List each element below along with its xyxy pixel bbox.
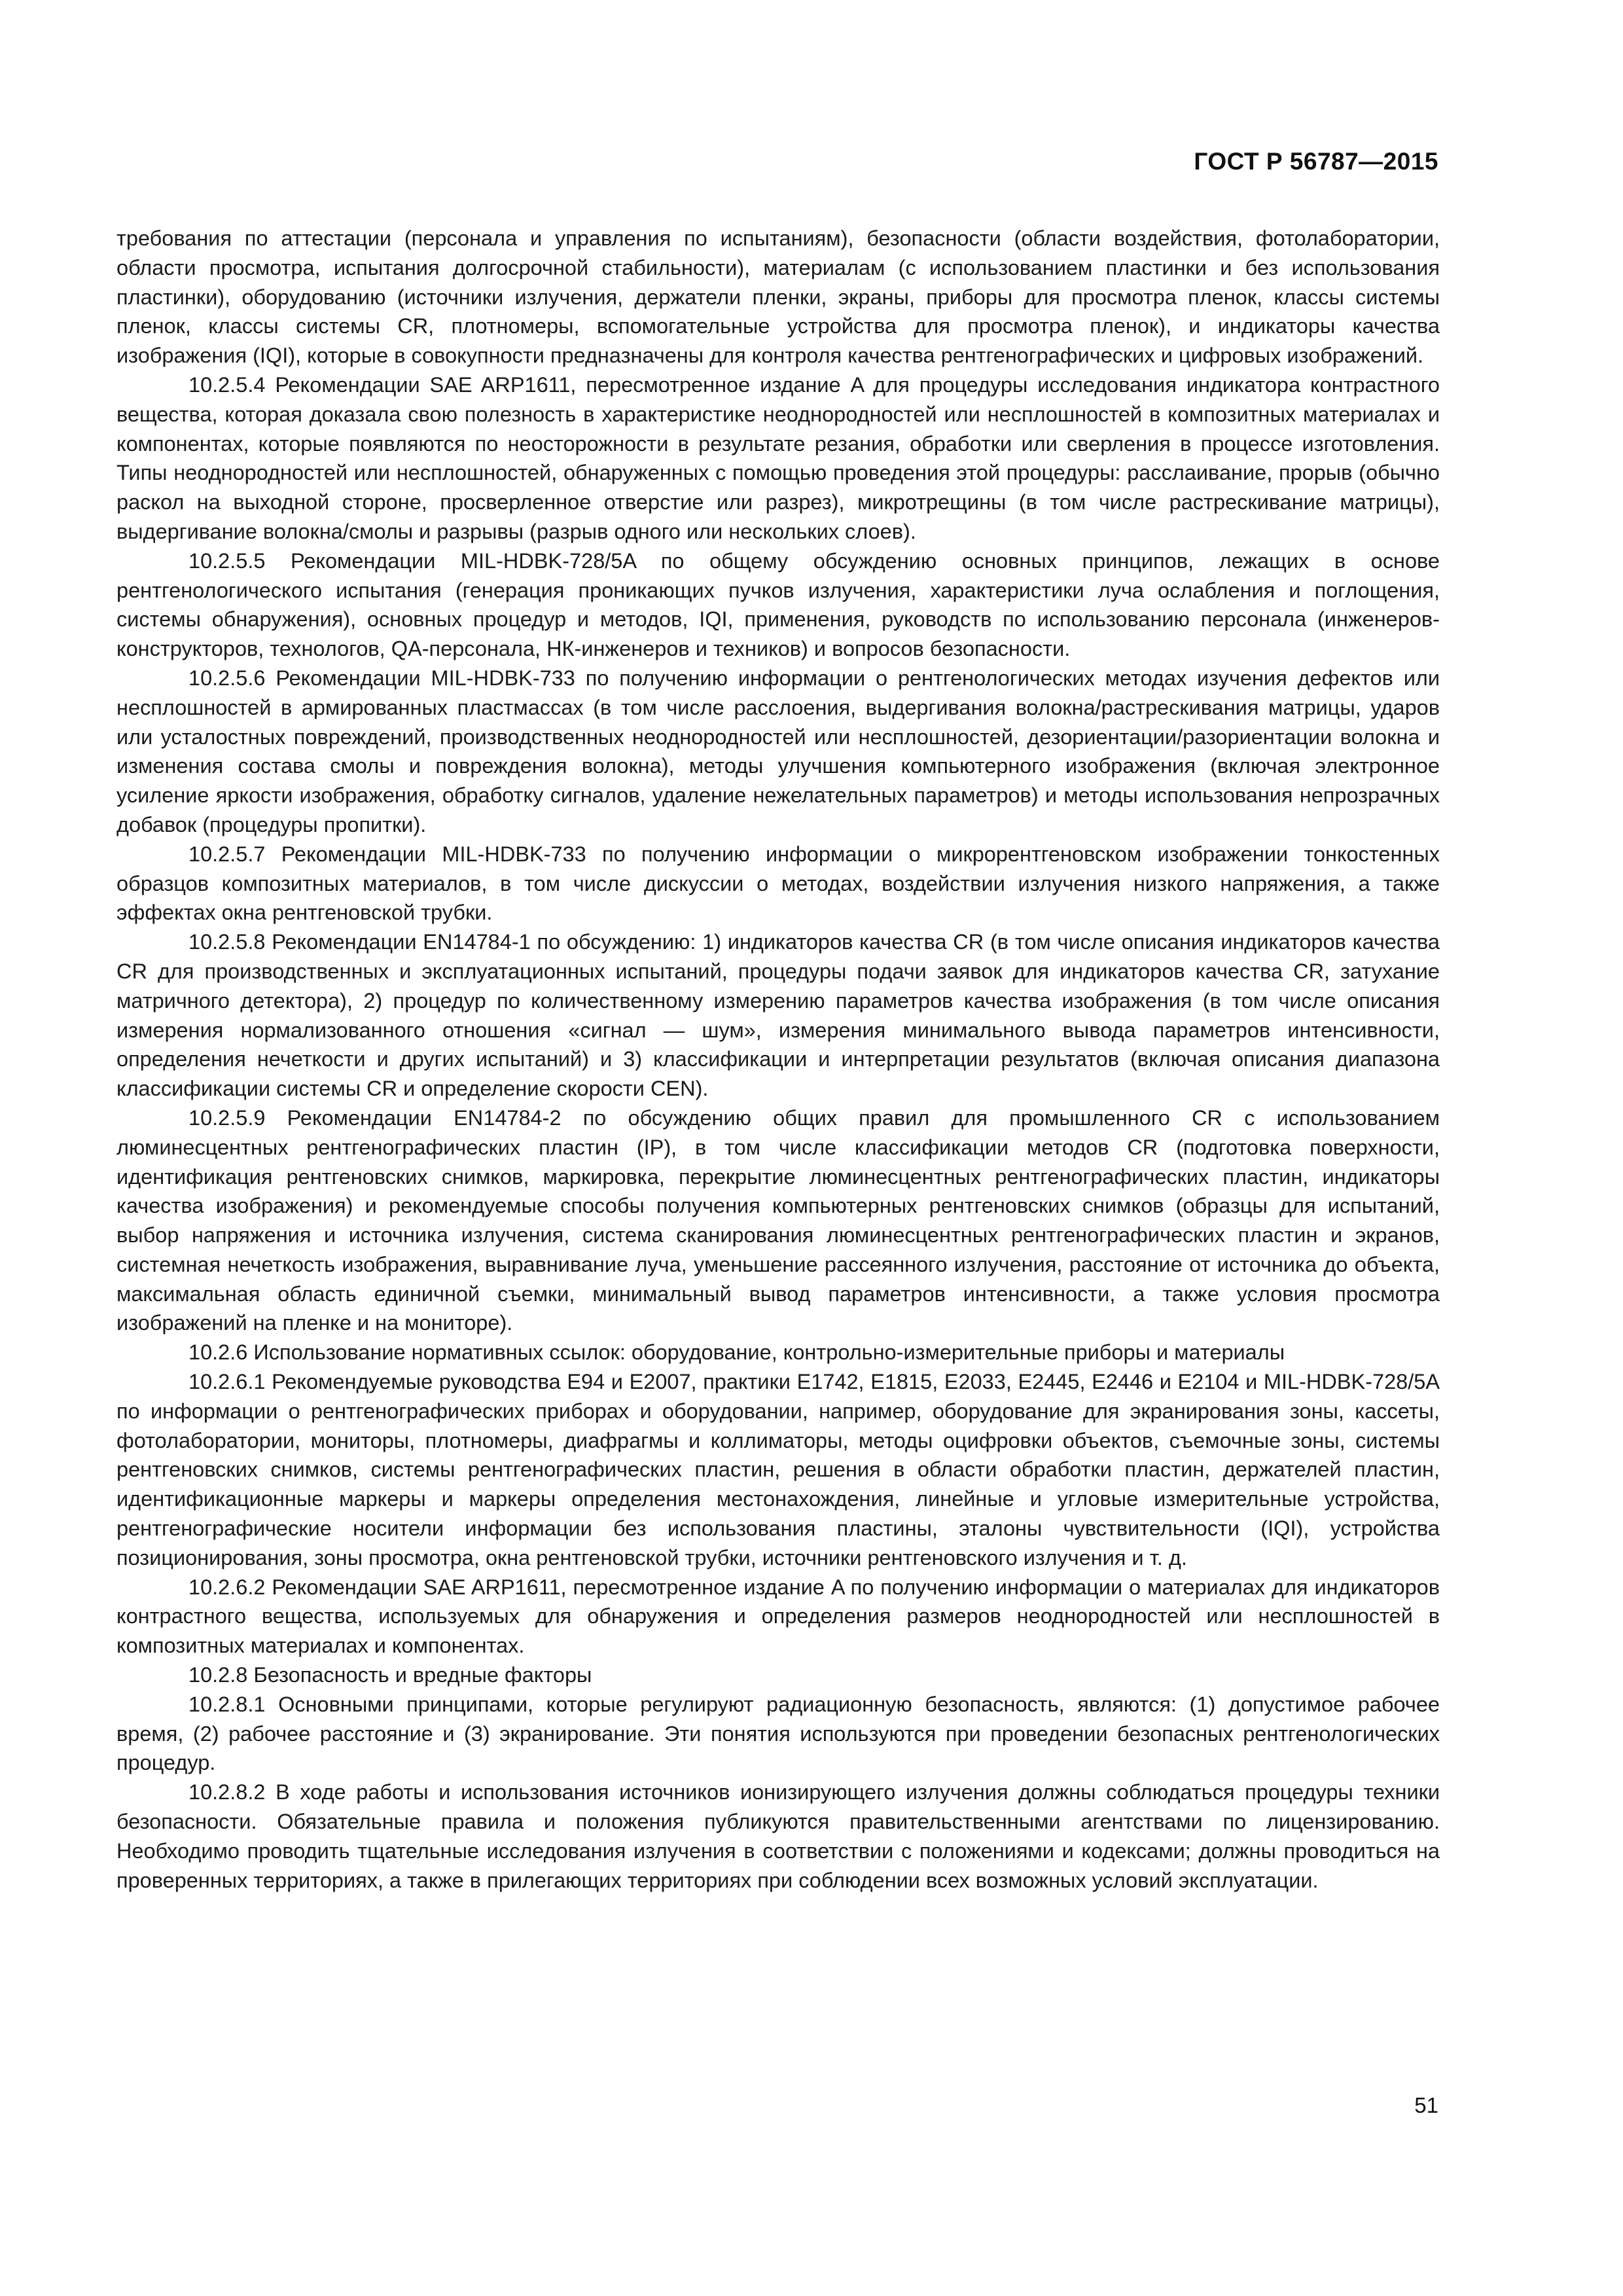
paragraph-10-2-5-7: 10.2.5.7 Рекомендации MIL-HDBK-733 по получению информации о микрорентгеновском изображении тонкостенных образцов композитных материалов, в том числе дискуссии о методах, воздействии излучения низкого напряжения, а также эффектах окна рентгеновской трубки. (116, 842, 1440, 925)
paragraph-10-2-5-4: 10.2.5.4 Рекомендации SAE ARP1611, пересмотренное издание A для процедуры исследования индикатора контрастного вещества, которая доказала свою полезность в характеристике неоднородностей или несплошностей в композитных материалах и компонентах, которые появляются по неосторожности в результате резания, обработки или сверления в процессе изготовления. Типы неоднородностей или несплошностей, обнаруженных с помощью проведения этой процедуры: расслаивание, прорыв (обычно раскол на выходной стороне, просверленное отверстие или разрез), микротрещины (в том числе растрескивание матрицы), выдергивание волокна/смолы и разрывы (разрыв одного или нескольких слоев). (116, 372, 1440, 543)
page-number: 51 (1414, 2093, 1438, 2117)
paragraph-10-2-5-5: 10.2.5.5 Рекомендации MIL-HDBK-728/5A по общему обсуждению основных принципов, лежащих в основе рентгенологического испытания (генерация проникающих пучков излучения, характеристики луча ослабления и поглощения, системы обнаружения), основных процедур и методов, IQI, применения, руководств по использованию персонала (инженеров-конструкторов, технологов, QA-персонала, НК-инженеров и техников) и вопросов безопасности. (116, 548, 1440, 661)
paragraph-10-2-8-1: 10.2.8.1 Основными принципами, которые регулируют радиационную безопасность, являются: (1) допустимое рабочее время, (2) рабочее расстояние и (3) экранирование. Эти понятия используются при проведении безопасных рентгенологических процедур. (116, 1692, 1440, 1775)
paragraph-10-2-6-1: 10.2.6.1 Рекомендуемые руководства E94 и E2007, практики E1742, E1815, E2033, E2445, E2446 и E2104 и MIL-HDBK-728/5A по информации о рентгенографических приборах и оборудовании, например, оборудование для экранирования зоны, кассеты, фотолаборатории, мониторы, плотномеры, диафрагмы и коллиматоры, методы оцифровки объектов, съемочные зоны, системы рентгеновских снимков, системы рентгенографических пластин, решения в области обработки пластин, держателей пластин, идентификационные маркеры и маркеры определения местонахождения, линейные и угловые измерительные устройства, рентгенографические носители информации без использования пластины, эталоны чувствительности (IQI), устройства позиционирования, зоны просмотра, окна рентгеновской трубки, источники рентгеновского излучения и т. д. (116, 1370, 1440, 1570)
paragraph-10-2-8-2: 10.2.8.2 В ходе работы и использования источников ионизирующего излучения должны соблюдаться процедуры техники безопасности. Обязательные правила и положения публикуются правительственными агентствами по лицензированию. Необходимо проводить тщательные исследования излучения в соответствии с положениями и кодексами; должны проводиться на проверенных территориях, а также в прилегающих территориях при соблюдении всех возможных условий эксплуатации. (116, 1780, 1440, 1892)
paragraph-10-2-5-8: 10.2.5.8 Рекомендации EN14784-1 по обсуждению: 1) индикаторов качества CR (в том числе описания индикаторов качества CR для производственных и эксплуатационных испытаний, процедуры подачи заявок для индикаторов качества CR, затухание матричного детектора), 2) процедур по количественному измерению параметров качества изображения (в том числе описания измерения нормализованного отношения «сигнал — шум», измерения минимального вывода параметров интенсивности, определения нечеткости и других испытаний) и 3) классификации и интерпретации результатов (включая описания диапазона классификации системы CR и определение скорости CEN). (116, 930, 1440, 1101)
paragraph-10-2-5-9: 10.2.5.9 Рекомендации EN14784-2 по обсуждению общих правил для промышленного CR с использованием люминесцентных рентгенографических пластин (IP), в том числе классификации методов CR (подготовка поверхности, идентификация рентгеновских снимков, маркировка, перекрытие люминесцентных рентгенографических пластин, индикаторы качества изображения) и рекомендуемые способы получения компьютерных рентгеновских снимков (образцы для испытаний, выбор напряжения и источника излучения, система сканирования люминесцентных рентгенографических пластин и экранов, системная нечеткость изображения, выравнивание луча, уменьшение рассеянного излучения, расстояние от источника до объекта, максимальная область единичной съемки, минимальный вывод параметров интенсивности, а также условия просмотра изображений на пленке и на мониторе). (116, 1105, 1440, 1335)
standard-code: ГОСТ Р 56787—2015 (1194, 148, 1438, 175)
paragraph-10-2-5-6: 10.2.5.6 Рекомендации MIL-HDBK-733 по получению информации о рентгенологических методах изучения дефектов или несплошностей в армированных пластмассах (в том числе расслоения, выдергивания волокна/растрескивания матрицы, ударов или усталостных повреждений, производственных неоднородностей или несплошностей, дезориентации/разориентации волокна и изменения состава смолы и повреждения волокна), методы улучшения компьютерного изображения (включая электронное усиление яркости изображения, обработку сигналов, удаление нежелательных параметров) и методы использования непрозрачных добавок (процедуры пропитки). (116, 666, 1440, 836)
body-text (116, 224, 1440, 1895)
paragraph-10-2-6-2: 10.2.6.2 Рекомендации SAE ARP1611, пересмотренное издание A по получению информации о материалах для индикаторов контрастного вещества, используемых для обнаружения и определения размеров неоднородностей или несплошностей в композитных материалах и компонентах. (116, 1575, 1440, 1658)
paragraph-10-2-8: 10.2.8 Безопасность и вредные факторы (188, 1663, 592, 1687)
paragraph-continuation: требования по аттестации (персонала и управления по испытаниям), безопасности (области воздействия, фотолаборатории, области просмотра, испытания долгосрочной стабильности), материалам (с использованием пластинки и без использования пластинки), оборудованию (источники излучения, держатели пленки, экраны, приборы для просмотра пленок, классы системы пленок, классы системы CR, плотномеры, вспомогательные устройства для просмотра пленок), и индикаторы качества изображения (IQI), которые в совокупности предназначены для контроля качества рентгенографических и цифровых изображений. (116, 226, 1440, 368)
paragraph-10-2-6: 10.2.6 Использование нормативных ссылок: оборудование, контрольно-измерительные приборы и материалы (188, 1340, 1285, 1365)
